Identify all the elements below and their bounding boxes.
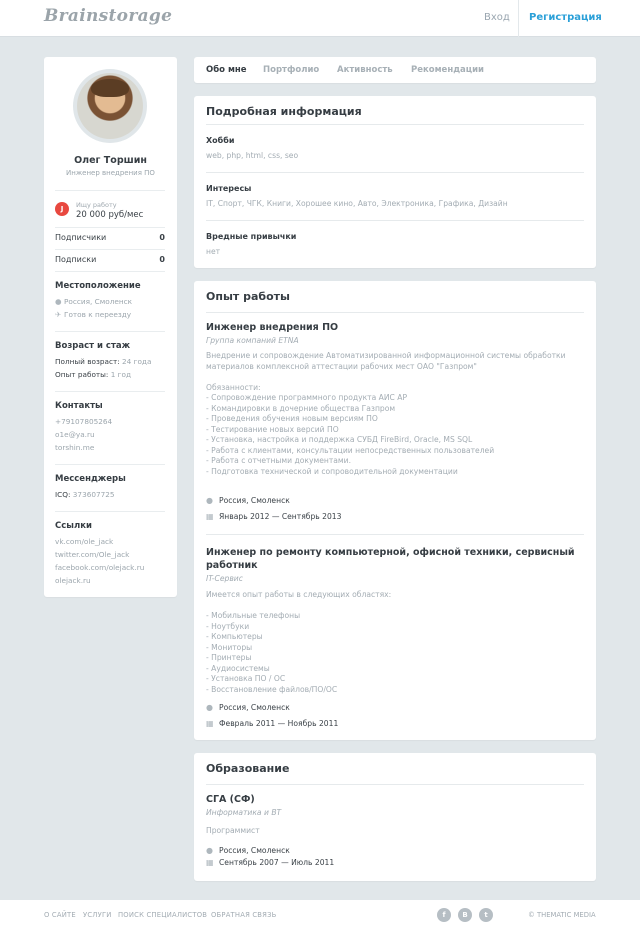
job-status-label: Ищу работу xyxy=(76,201,117,209)
calendar-icon: ▦ xyxy=(206,858,214,867)
divider xyxy=(206,172,584,173)
relocation-item xyxy=(55,310,131,319)
age-heading: Возраст и стаж xyxy=(55,341,131,351)
habits-value: нет xyxy=(206,247,221,256)
tab-portfolio[interactable]: Портфолио xyxy=(263,65,320,75)
education-card xyxy=(194,753,596,881)
interests-label: Интересы xyxy=(206,184,252,193)
footer-link-feedback[interactable]: ОБРАТНАЯ СВЯЗЬ xyxy=(211,911,277,919)
icq-value: 373607725 xyxy=(72,490,115,499)
profile-sidebar xyxy=(44,57,177,597)
avatar-photo xyxy=(77,73,143,139)
experience-card xyxy=(194,281,596,740)
icq-row xyxy=(55,490,115,499)
airplane-icon: ✈ xyxy=(55,310,62,319)
job-period xyxy=(206,512,341,521)
site-header xyxy=(0,0,640,37)
degree-value: Программист xyxy=(206,826,260,835)
links-heading: Ссылки xyxy=(55,521,92,531)
location-heading: Местоположение xyxy=(55,281,141,291)
register-link[interactable]: Регистрация xyxy=(529,12,602,23)
vk-link[interactable]: vk.com/ole_jack xyxy=(55,537,114,546)
detailed-info-title: Подробная информация xyxy=(206,105,362,118)
job-location xyxy=(206,703,290,712)
location-value: Россия, Смоленск xyxy=(64,297,133,306)
interests-value: IT, Спорт, ЧГК, Книги, Хорошее кино, Авто, Электроника, Графика, Дизайн xyxy=(206,199,508,208)
header-divider xyxy=(518,0,519,37)
website-link[interactable]: torshin.me xyxy=(55,443,95,452)
twitter-icon[interactable]: t xyxy=(479,908,493,922)
job-company: IT-Сервис xyxy=(206,574,243,583)
divider xyxy=(55,391,165,392)
divider xyxy=(55,249,165,250)
job-period-value: Январь 2012 — Сентябрь 2013 xyxy=(219,512,342,521)
tab-recommendations[interactable]: Рекомендации xyxy=(411,65,485,75)
login-link[interactable]: Вход xyxy=(484,12,510,23)
habits-label: Вредные привычки xyxy=(206,232,297,241)
divider xyxy=(55,190,165,191)
hobby-value: web, php, html, css, seo xyxy=(206,151,299,160)
icq-label: ICQ: xyxy=(55,490,71,499)
map-pin-icon: ● xyxy=(206,846,213,855)
phone-value[interactable]: +79107805264 xyxy=(55,417,113,426)
education-location xyxy=(206,846,290,855)
tab-activity[interactable]: Активность xyxy=(337,65,393,75)
following-label: Подписки xyxy=(55,255,97,264)
age-value: 24 года xyxy=(122,357,152,366)
divider xyxy=(206,124,584,125)
job-period xyxy=(206,719,338,728)
vkontakte-icon[interactable]: B xyxy=(458,908,472,922)
relocation-value: Готов к переезду xyxy=(64,310,132,319)
education-period-value: Сентябрь 2007 — Июль 2011 xyxy=(219,858,335,867)
site-logo[interactable]: Brainstorage xyxy=(44,6,173,26)
divider xyxy=(206,784,584,785)
faculty-name: Информатика и ВТ xyxy=(206,808,282,817)
divider xyxy=(55,227,165,228)
experience-years-value: 1 год xyxy=(110,370,132,379)
profile-role: Инженер внедрения ПО xyxy=(66,169,155,177)
divider xyxy=(206,534,584,535)
age-row xyxy=(55,357,151,366)
divider xyxy=(206,312,584,313)
following-row[interactable] xyxy=(55,255,165,264)
divider xyxy=(55,331,165,332)
detailed-info-card xyxy=(194,96,596,268)
education-period xyxy=(206,858,334,867)
job-title: Инженер внедрения ПО xyxy=(206,322,339,333)
salary-value: 20 000 руб/мес xyxy=(76,210,144,220)
map-pin-icon: ● xyxy=(206,703,213,712)
contacts-heading: Контакты xyxy=(55,401,103,411)
job-location-value: Россия, Смоленск xyxy=(219,496,290,505)
messengers-heading: Мессенджеры xyxy=(55,474,126,484)
avatar xyxy=(73,69,147,143)
experience-years-label: Опыт работы: xyxy=(55,370,109,379)
site-footer xyxy=(0,900,640,930)
map-pin-icon: ● xyxy=(55,297,62,306)
job-description: Внедрение и сопровождение Автоматизированной информационной системы обработки материалов комплексной аттестации рабочих мест ОАО "Газпром" Обязанности: - Сопровождение программного продукта АИС АР - Командировки в дочерние общества Газпром - Проведения обучения новым версиям ПО - Тестирование новых версий ПО - Установка, настройка и поддержка СУБД FireBird, Oracle, MS SQL - Работа с клиентами, консультации непосредственных пользователей - Работа с отчетными документами. - Подготовка технической и сопроводительной документации xyxy=(206,351,566,476)
job-title: Инженер по ремонту компьютерной, офисной техники, сервисный работник xyxy=(206,547,575,571)
divider xyxy=(55,511,165,512)
copyright: © THEMATIC MEDIA xyxy=(528,911,596,919)
tab-about[interactable]: Обо мне xyxy=(206,65,247,75)
email-link[interactable]: o1e@ya.ru xyxy=(55,430,95,439)
footer-link-about[interactable]: О САЙТЕ xyxy=(44,911,76,919)
profile-name: Олег Торшин xyxy=(74,155,147,166)
calendar-icon: ▦ xyxy=(206,719,214,728)
facebook-icon[interactable]: f xyxy=(437,908,451,922)
facebook-link[interactable]: facebook.com/olejack.ru xyxy=(55,563,145,572)
job-location-value: Россия, Смоленск xyxy=(219,703,290,712)
education-location-value: Россия, Смоленск xyxy=(219,846,290,855)
twitter-link[interactable]: twitter.com/Ole_jack xyxy=(55,550,130,559)
school-name: СГА (СФ) xyxy=(206,794,255,805)
age-label: Полный возраст: xyxy=(55,357,120,366)
divider xyxy=(206,220,584,221)
followers-row[interactable] xyxy=(55,233,165,242)
following-count: 0 xyxy=(159,255,165,264)
job-company: Группа компаний ETNA xyxy=(206,336,299,345)
profile-tabs xyxy=(194,57,596,83)
job-search-icon: J xyxy=(55,202,69,216)
education-title: Образование xyxy=(206,762,290,775)
experience-years-row xyxy=(55,370,131,379)
followers-count: 0 xyxy=(159,233,165,242)
divider xyxy=(55,271,165,272)
job-period-value: Февраль 2011 — Ноябрь 2011 xyxy=(219,719,339,728)
calendar-icon: ▦ xyxy=(206,512,214,521)
experience-title: Опыт работы xyxy=(206,290,290,303)
job-description: Имеется опыт работы в следующих областях: - Мобильные телефоны - Ноутбуки - Компьютеры - Мониторы - Принтеры - Аудиосистемы - Установка ПО / ОС - Восстановление файлов/ПО/ОС xyxy=(206,590,392,694)
personal-site-link[interactable]: olejack.ru xyxy=(55,576,91,585)
followers-label: Подписчики xyxy=(55,233,107,242)
hobby-label: Хобби xyxy=(206,136,235,145)
footer-link-services[interactable]: УСЛУГИ xyxy=(83,911,112,919)
map-pin-icon: ● xyxy=(206,496,213,505)
location-item xyxy=(55,297,132,306)
job-location xyxy=(206,496,290,505)
footer-link-search[interactable]: ПОИСК СПЕЦИАЛИСТОВ xyxy=(118,911,208,919)
divider xyxy=(55,464,165,465)
